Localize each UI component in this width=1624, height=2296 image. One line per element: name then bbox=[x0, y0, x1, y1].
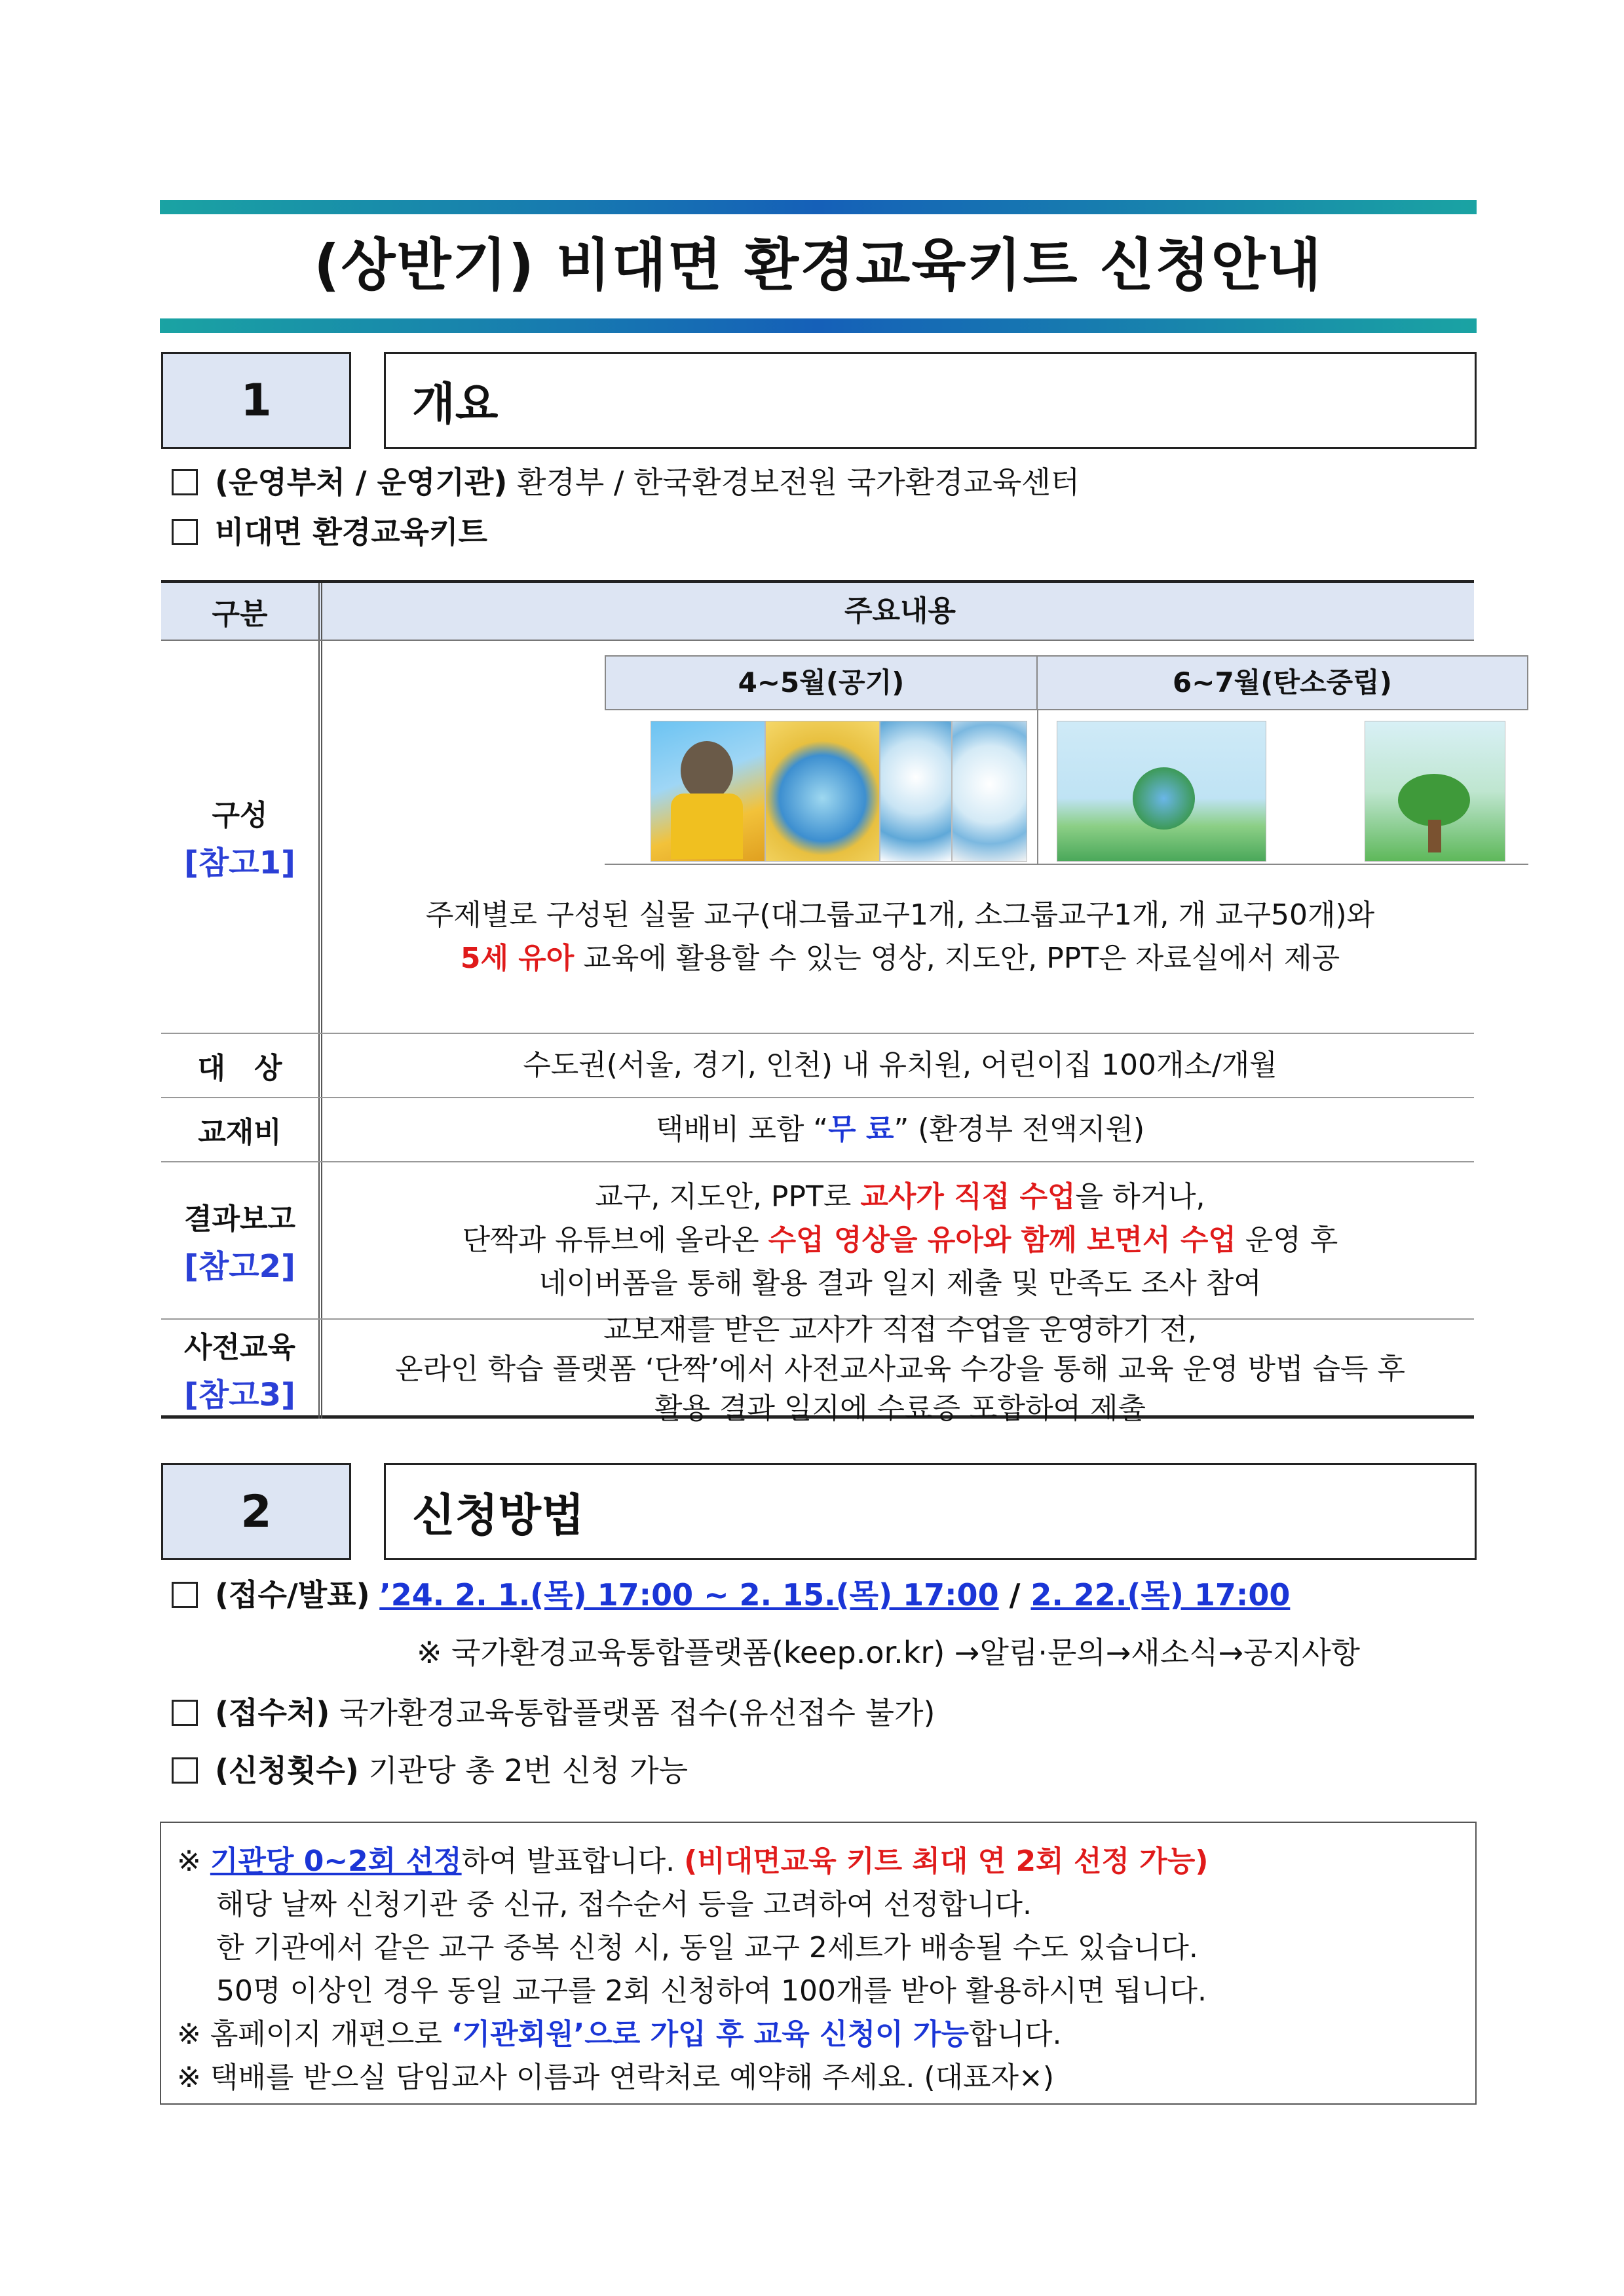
table-row-target bbox=[161, 1034, 1474, 1098]
notice-box bbox=[160, 1822, 1477, 2105]
composition-text-1: 주제별로 구성된 실물 교구(대그룹교구1개, 소그룹교구1개, 개 교구50개)와 bbox=[425, 898, 1375, 932]
target-label: 대 상 bbox=[161, 1034, 322, 1097]
notice-line-4: 50명 이상인 경우 동일 교구를 2회 신청하여 100개를 받아 활용하시면 됩니다. bbox=[216, 1974, 1207, 2008]
report-label-cell bbox=[161, 1162, 322, 1318]
title-bottom-bar bbox=[160, 318, 1477, 333]
notice-line-5: ※ 홈페이지 개편으로 ‘기관회원’으로 가입 후 교육 신청이 가능합니다. bbox=[177, 2018, 1062, 2051]
table-row-pretraining bbox=[161, 1312, 1474, 1425]
header-category: 구분 bbox=[161, 583, 322, 640]
kit-col-air: 4~5월(공기) bbox=[605, 655, 1037, 710]
checkbox-square-icon bbox=[172, 1582, 198, 1608]
table-header-row bbox=[161, 583, 1474, 641]
header-content: 주요내용 bbox=[844, 594, 956, 628]
apply-dates-line: (접수/발표) ’24. 2. 1.(목) 17:00 ~ 2. 15.(목) 17:00 / 2. 22.(목) 17:00 bbox=[172, 1575, 1290, 1615]
kit-image-air-poster-2 bbox=[765, 721, 880, 862]
section-1-number: 1 bbox=[161, 352, 351, 449]
notice-line-6: ※ 택배를 받으실 담임교사 이름과 연락처로 예약해 주세요. (대표자×) bbox=[177, 2061, 1055, 2094]
pretraining-content: 교보재를 받은 교사가 직접 수업을 운영하기 전, 온라인 학습 플랫폼 ‘단짝’에서 사전교사교육 수강을 통해 교육 운영 방법 습득 후 활용 결과 일지에 수료증 포함하여 제출 bbox=[395, 1312, 1405, 1425]
kit-col-carbon: 6~7월(탄소중립) bbox=[1037, 655, 1528, 710]
kit-image-air-card-2 bbox=[952, 721, 1027, 862]
section-2-title: 신청방법 bbox=[384, 1463, 1477, 1560]
checkbox-square-icon bbox=[172, 469, 198, 495]
apply-place-line: (접수처) 국가환경교육통합플랫폼 접수(유선접수 불가) bbox=[172, 1693, 935, 1732]
target-text: 수도권(서울, 경기, 인천) 내 유치원, 어린이집 100개소/개월 bbox=[523, 1048, 1277, 1082]
composition-ref: [참고1] bbox=[183, 844, 295, 881]
section-1-title: 개요 bbox=[384, 352, 1477, 449]
pretraining-ref: [참고3] bbox=[183, 1377, 295, 1413]
report-label: 결과보고 bbox=[183, 1202, 295, 1236]
apply-count-line: (신청횟수) 기관당 총 2번 신청 가능 bbox=[172, 1751, 688, 1790]
checkbox-square-icon bbox=[172, 519, 198, 545]
pretraining-label: 사전교육 bbox=[183, 1331, 295, 1364]
kit-image-air-poster-1 bbox=[651, 721, 765, 862]
composition-label: 구성 bbox=[212, 798, 268, 832]
table-row-fee bbox=[161, 1098, 1474, 1162]
kit-image-carbon-book bbox=[1365, 721, 1505, 862]
overview-table bbox=[161, 580, 1474, 1425]
pretraining-label-cell bbox=[161, 1320, 322, 1419]
section-2-number: 2 bbox=[161, 1463, 351, 1560]
composition-label-cell bbox=[161, 641, 322, 1033]
table-row-report bbox=[161, 1162, 1474, 1320]
title-top-bar bbox=[160, 200, 1477, 214]
kit-image-air-card-1 bbox=[880, 721, 952, 862]
page-title: (상반기) 비대면 환경교육키트 신청안내 bbox=[314, 233, 1323, 298]
report-content: 교구, 지도안, PPT로 교사가 직접 수업을 하거나, 단짝과 유튜브에 올라온 수업 영상을 유아와 함께 보면서 수업 운영 후 네이버폼을 통해 활용 결과 일지 제출 및 만족도 조사 참여 bbox=[462, 1180, 1338, 1300]
overview-line-2: 비대면 환경교육키트 bbox=[172, 512, 487, 552]
report-ref: [참고2] bbox=[183, 1248, 295, 1285]
notice-line-2: 해당 날짜 신청기관 중 신규, 접수순서 등을 고려하여 선정합니다. bbox=[216, 1888, 1032, 1921]
checkbox-square-icon bbox=[172, 1700, 198, 1726]
composition-content bbox=[326, 641, 1474, 1033]
overview-line-1: (운영부처 / 운영기관) 환경부 / 한국환경보전원 국가환경교육센터 bbox=[172, 463, 1080, 502]
composition-text-2: 5세 유아 교육에 활용할 수 있는 영상, 지도안, PPT은 자료실에서 제공 bbox=[460, 942, 1340, 975]
kit-image-table bbox=[605, 655, 1528, 865]
kit-image-carbon-poster bbox=[1057, 721, 1266, 862]
notice-line-3: 한 기관에서 같은 교구 중복 신청 시, 동일 교구 2세트가 배송될 수도 있습니다. bbox=[216, 1931, 1198, 1964]
fee-text: 택배비 포함 “무 료” (환경부 전액지원) bbox=[655, 1113, 1145, 1146]
notice-line-1: ※ 기관당 0~2회 선정하여 발표합니다. (비대면교육 키트 최대 연 2회 선정 가능) bbox=[177, 1845, 1209, 1878]
table-row-composition bbox=[161, 641, 1474, 1034]
fee-label: 교재비 bbox=[161, 1098, 322, 1161]
checkbox-square-icon bbox=[172, 1757, 198, 1784]
apply-path-line: ※ 국가환경교육통합플랫폼(keep.or.kr) →알림·문의→새소식→공지사항 bbox=[417, 1635, 1360, 1670]
